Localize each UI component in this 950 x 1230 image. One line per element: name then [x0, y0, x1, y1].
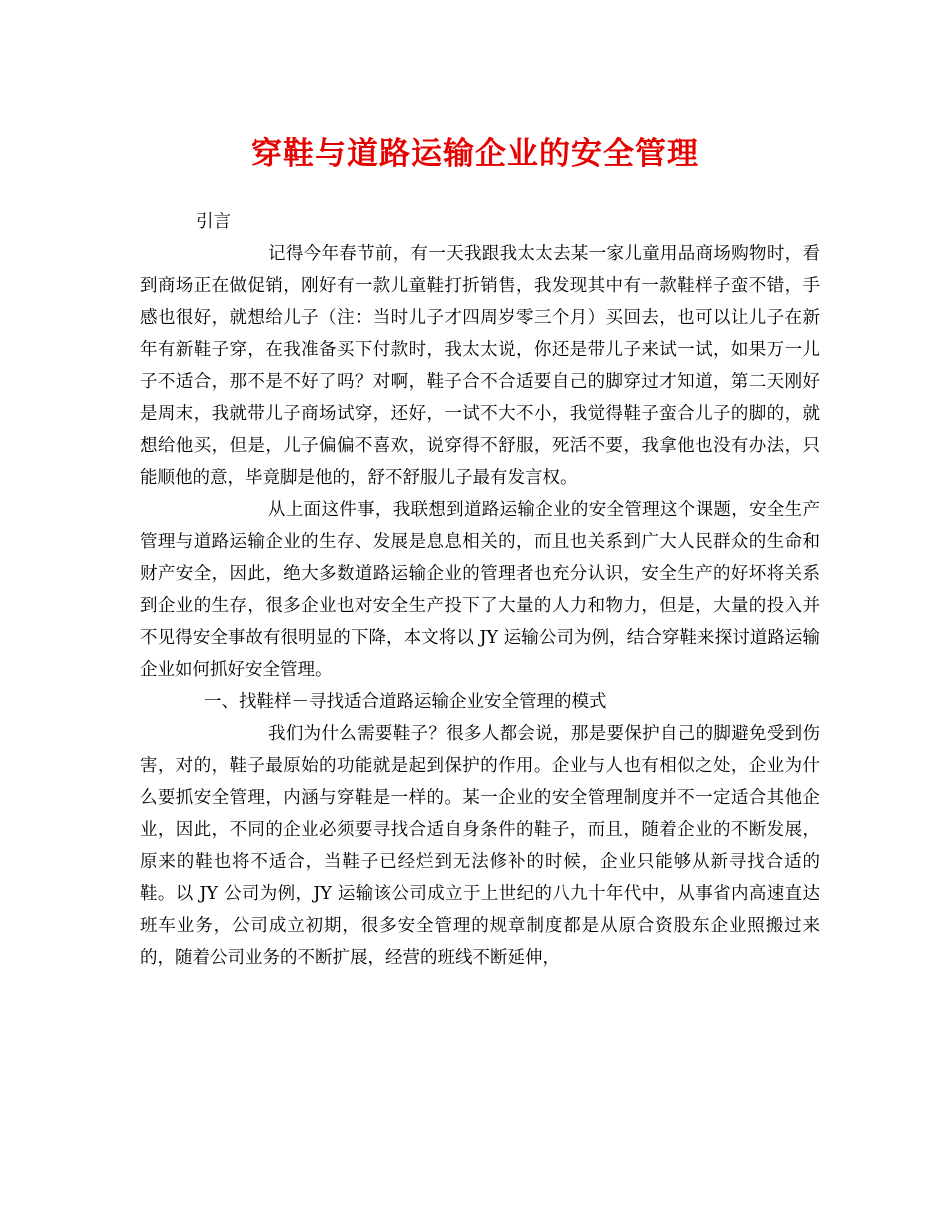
intro-paragraph-1: 记得今年春节前，有一天我跟我太太去某一家儿童用品商场购物时，看到商场正在做促销，刚好有一款儿童鞋打折销售，我发现其中有一款鞋样子蛮不错，手感也很好，就想给儿子（注：当时儿子才四周岁零三个月）买回去，也可以让儿子在新年有新鞋子穿，在我准备买下付款时，我太太说，你还是带儿子来试一试，如果万一儿子不适合，那不是不好了吗？对啊，鞋子合不合适要自己的脚穿过才知道，第二天刚好是周末，我就带儿子商场试穿，还好，一试不大不小，我觉得鞋子蛮合儿子的脚的，就想给他买，但是，儿子偏偏不喜欢，说穿得不舒服，死活不要，我拿他也没有办法，只能顺他的意，毕竟脚是他的，舒不舒服儿子最有发言权。: [140, 244, 820, 488]
intro-paragraph-2: 从上面这件事，我联想到道路运输企业的安全管理这个课题，安全生产管理与道路运输企业的生存、发展是息息相关的，而且也关系到广大人民群众的生命和财产安全，因此，绝大多数道路运输企业的管理者也充分认识，安全生产的好坏将关系到企业的生存，很多企业也对安全生产投下了大量的人力和物力，但是，大量的投入并不见得安全事故有很明显的下降，本文将以 JY 运输公司为例，结合穿鞋来探讨道路运输企业如何抓好安全管理。: [140, 500, 820, 680]
section-1-paragraph: 我们为什么需要鞋子？很多人都会说，那是要保护自己的脚避免受到伤害，对的，鞋子最原始的功能就是起到保护的作用。企业与人也有相似之处，企业为什么要抓安全管理，内涵与穿鞋是一样的。某一企业的安全管理制度并不一定适合其他企业，因此，不同的企业必须要寻找合适自身条件的鞋子，而且，随着企业的不断发展，原来的鞋也将不适合，当鞋子已经烂到无法修补的时候，企业只能够从新寻找合适的鞋。以 JY 公司为例，JY 运输该公司成立于上世纪的八九十年代中，从事省内高速直达班车业务，公司成立初期，很多安全管理的规章制度都是从原合资股东企业照搬过来的，随着公司业务的不断扩展，经营的班线不断延伸，: [140, 724, 820, 968]
document-title: 穿鞋与道路运输企业的安全管理: [251, 136, 699, 172]
section-1-heading: 一、找鞋样－寻找适合道路运输企业安全管理的模式: [204, 692, 607, 712]
document-body: [140, 206, 820, 974]
intro-heading: 引言: [196, 212, 231, 232]
